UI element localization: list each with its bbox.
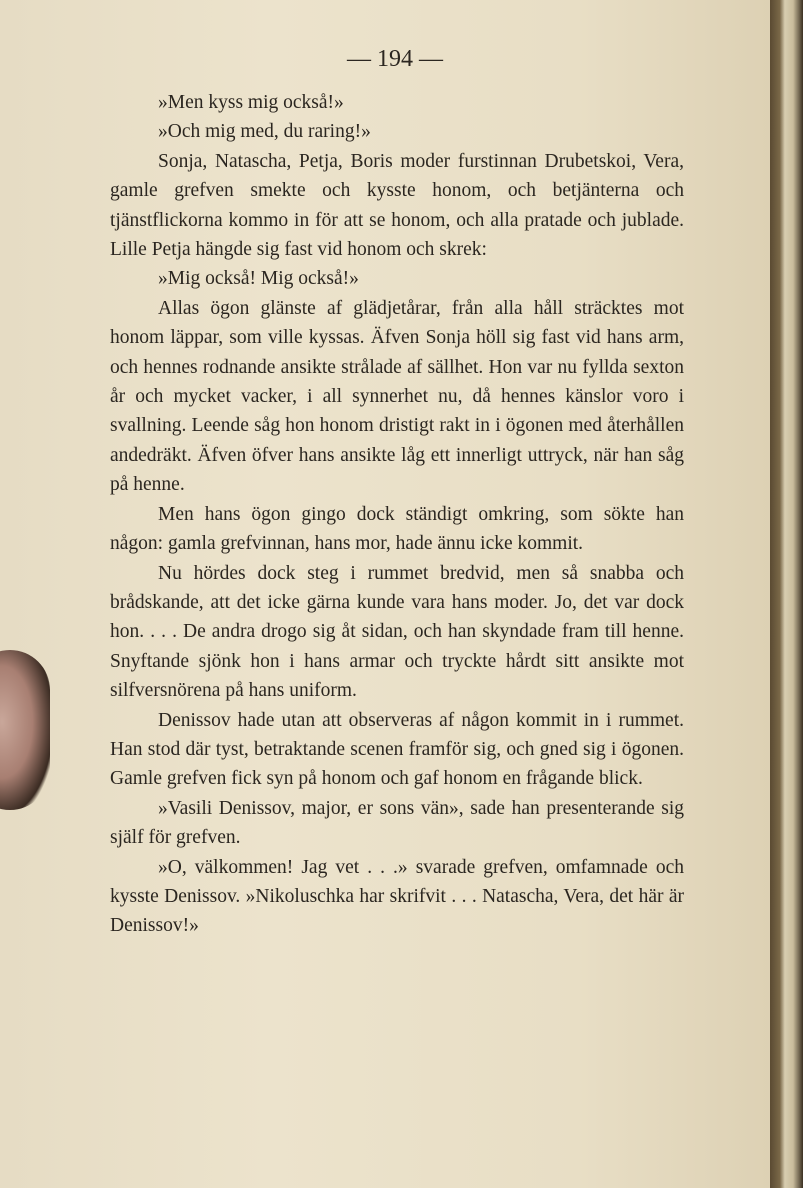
- paragraph: »Vasili Denissov, major, er sons vän», sade han presenterande sig själf för grefven.: [110, 797, 684, 849]
- paragraph: Sonja, Natascha, Petja, Boris moder furstinnan Drubetskoi, Vera, gamle grefven smekte och kysste honom, och betjänterna och tjänstflickorna kommo in för att se honom, och alla pratade och jublade. Lille Petja hängde sig fast vid honom och skrek:: [110, 150, 684, 261]
- paragraph: »O, välkommen! Jag vet . . .» svarade grefven, omfamnade och kysste Denissov. »Nikoluschka har skrifvit . . . Natascha, Vera, det här är Denissov!»: [110, 856, 684, 937]
- paragraph: Men hans ögon gingo dock ständigt omkring, som sökte han någon: gamla grefvinnan, hans mor, hade ännu icke kommit.: [110, 503, 684, 555]
- page-text: [110, 88, 684, 941]
- paragraph: Denissov hade utan att observeras af någon kommit in i rummet. Han stod där tyst, betraktande scenen framför sig, och gned sig i ögonen. Gamle grefven fick syn på honom och gaf honom en frågande blick.: [110, 709, 684, 790]
- paragraph: Allas ögon glänste af glädjetårar, från alla håll sträcktes mot honom läppar, som ville kyssas. Äfven Sonja höll sig fast vid hans arm, och hennes rodnande ansikte strålade af sällhet. Hon var nu fyllda sexton år och mycket vacker, i all synnerhet nu, då hennes känslor voro i svallning. Leende såg hon honom dristigt rakt in i ögonen med återhållen andedräkt. Äfven öfver hans ansikte låg ett innerligt uttryck, när han såg på henne.: [110, 297, 684, 496]
- page-number: — 194 —: [347, 46, 443, 72]
- paragraph: »Mig också! Mig också!»: [158, 268, 359, 290]
- thumb-holding-page: [0, 650, 50, 810]
- book-page-edge: [770, 0, 803, 1188]
- paragraph: »Men kyss mig också!»: [158, 92, 344, 113]
- paragraph: »Och mig med, du raring!»: [158, 121, 371, 143]
- paragraph: Nu hördes dock steg i rummet bredvid, men så snabba och brådskande, att det icke gärna kunde vara hans moder. Jo, det var dock hon. . . . De andra drogo sig åt sidan, och han skyndade fram till henne. Snyftande sjönk hon i hans armar och tryckte hårdt sitt ansikte mot silfversnörena på hans uniform.: [110, 562, 684, 702]
